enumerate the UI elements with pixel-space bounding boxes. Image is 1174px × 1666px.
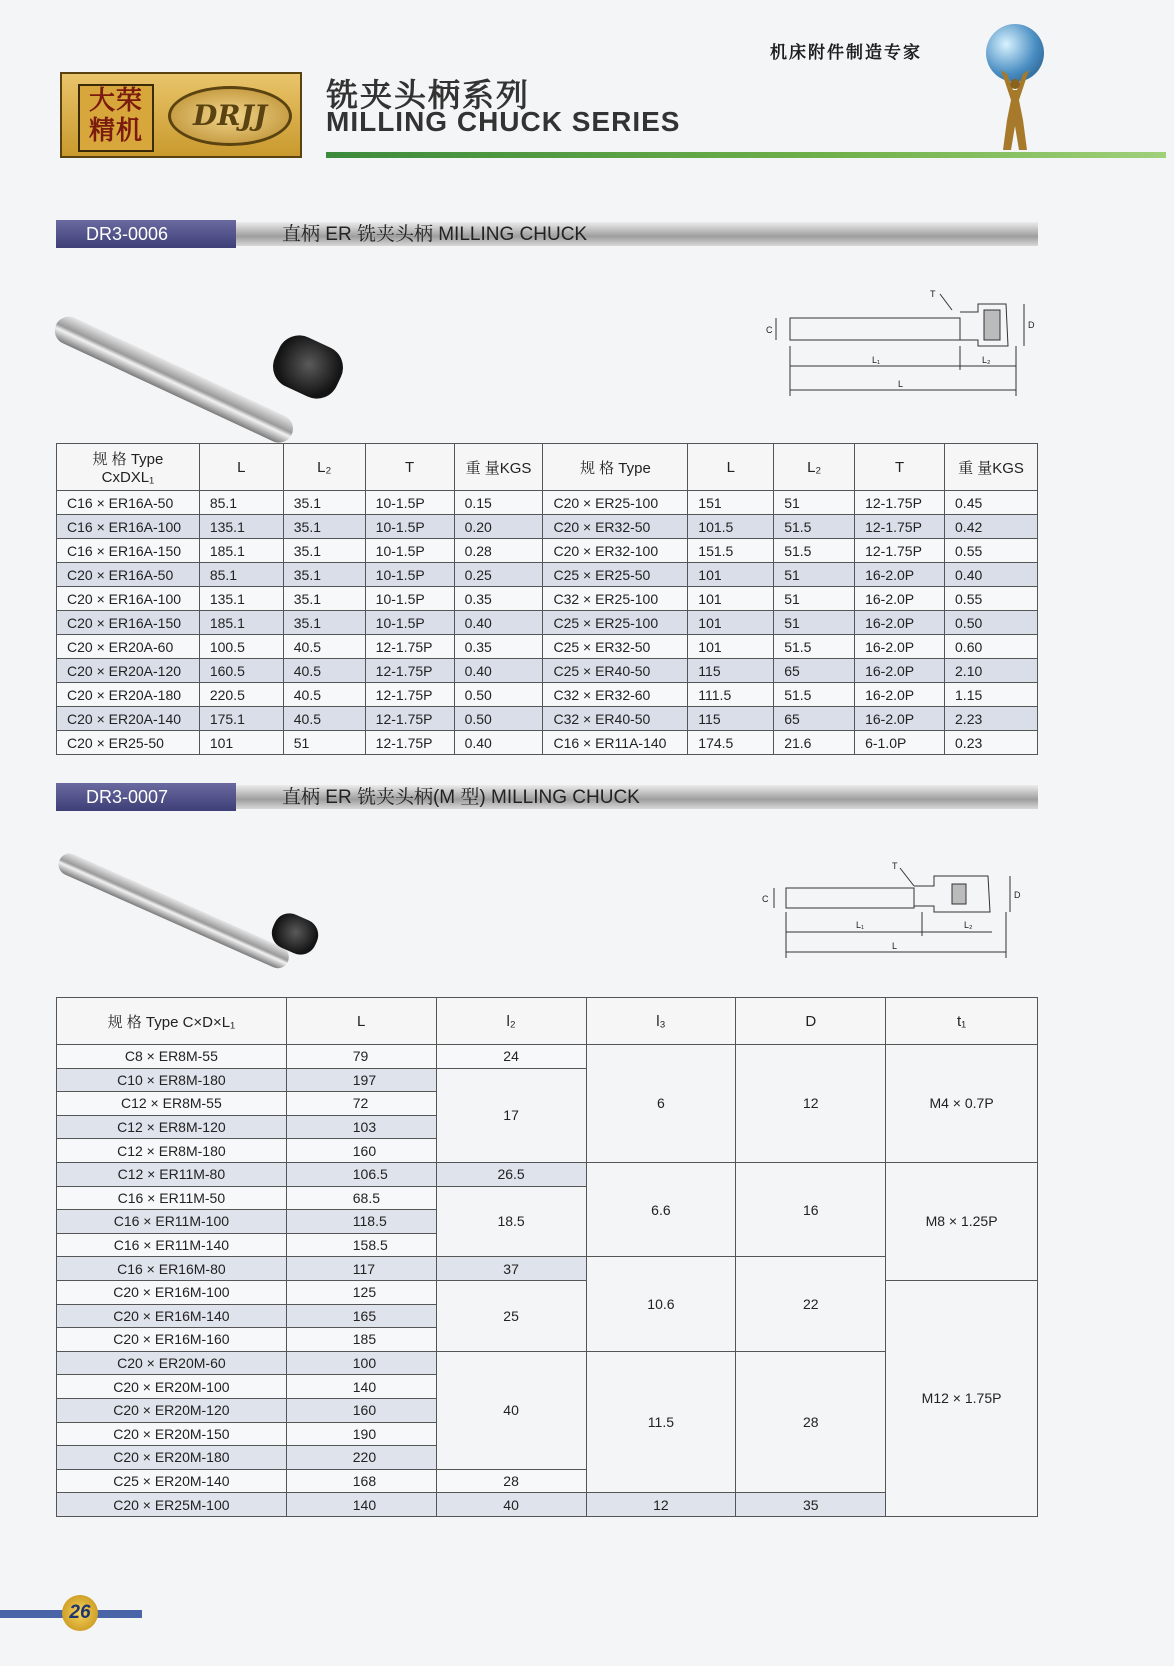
table-cell: C20 × ER32-100 bbox=[543, 539, 688, 563]
type-cell: C20 × ER20M-180 bbox=[57, 1446, 287, 1470]
table-cell: 35.1 bbox=[283, 587, 365, 611]
table-cell: C32 × ER40-50 bbox=[543, 707, 688, 731]
l-cell: 117 bbox=[286, 1257, 436, 1281]
table-cell: 0.40 bbox=[454, 659, 543, 683]
table-cell: C16 × ER16A-150 bbox=[57, 539, 200, 563]
table-row bbox=[57, 539, 1038, 563]
l2-cell: 40 bbox=[436, 1351, 586, 1469]
table-cell: 0.60 bbox=[945, 635, 1038, 659]
l-cell: 197 bbox=[286, 1068, 436, 1092]
D-cell: 12 bbox=[736, 1045, 886, 1163]
l-cell: 79 bbox=[286, 1045, 436, 1069]
table-cell: 135.1 bbox=[199, 587, 283, 611]
table-cell: 51 bbox=[774, 587, 855, 611]
table-cell: C20 × ER25-100 bbox=[543, 491, 688, 515]
section-code: DR3-0007 bbox=[56, 783, 236, 811]
table-cell: 16-2.0P bbox=[855, 683, 945, 707]
technical-drawing-1 bbox=[756, 290, 1046, 410]
type-cell: C20 × ER20M-120 bbox=[57, 1398, 287, 1422]
table-cell: 51 bbox=[774, 491, 855, 515]
diagram-label-t: T bbox=[930, 290, 936, 299]
column-header: t₁ bbox=[886, 998, 1038, 1045]
table-cell: 12-1.75P bbox=[855, 539, 945, 563]
diagram-label-c: C bbox=[766, 325, 773, 335]
table-cell: C16 × ER16A-100 bbox=[57, 515, 200, 539]
table-cell: 40.5 bbox=[283, 683, 365, 707]
table-cell: 51.5 bbox=[774, 515, 855, 539]
table-cell: C25 × ER40-50 bbox=[543, 659, 688, 683]
table-row bbox=[57, 611, 1038, 635]
diagram-label-d: D bbox=[1028, 320, 1035, 330]
table-cell: 35.1 bbox=[283, 539, 365, 563]
spec-table-dr3-0006 bbox=[56, 443, 1038, 755]
page-number: 26 bbox=[62, 1595, 98, 1631]
table-cell: 51 bbox=[774, 611, 855, 635]
table-cell: 21.6 bbox=[774, 731, 855, 755]
type-cell: C16 × ER11M-140 bbox=[57, 1233, 287, 1257]
table-cell: 101 bbox=[688, 587, 774, 611]
table-cell: 10-1.5P bbox=[365, 587, 454, 611]
table-cell: 16-2.0P bbox=[855, 659, 945, 683]
table-cell: 174.5 bbox=[688, 731, 774, 755]
l3-cell: 6.6 bbox=[586, 1162, 736, 1256]
table-cell: 51.5 bbox=[774, 635, 855, 659]
type-cell: C12 × ER8M-180 bbox=[57, 1139, 287, 1163]
column-header: L bbox=[688, 444, 774, 491]
l-cell: 160 bbox=[286, 1139, 436, 1163]
type-cell: C20 × ER25M-100 bbox=[57, 1493, 287, 1517]
table-cell: C20 × ER25-50 bbox=[57, 731, 200, 755]
diagram-label-c: C bbox=[762, 894, 769, 904]
t1-cell: M4 × 0.7P bbox=[886, 1045, 1038, 1163]
table-cell: 12-1.75P bbox=[365, 707, 454, 731]
table-row bbox=[57, 707, 1038, 731]
table-cell: 65 bbox=[774, 707, 855, 731]
table-cell: 35.1 bbox=[283, 611, 365, 635]
l2-cell: 37 bbox=[436, 1257, 586, 1281]
table-cell: 65 bbox=[774, 659, 855, 683]
l3-cell: 12 bbox=[586, 1493, 736, 1517]
table-cell: 0.40 bbox=[454, 731, 543, 755]
type-cell: C20 × ER16M-100 bbox=[57, 1280, 287, 1304]
table-cell: 135.1 bbox=[199, 515, 283, 539]
table-row bbox=[57, 491, 1038, 515]
table-cell: 16-2.0P bbox=[855, 635, 945, 659]
table-row bbox=[57, 1045, 1038, 1069]
table-cell: C25 × ER32-50 bbox=[543, 635, 688, 659]
atlas-figure-icon bbox=[993, 70, 1037, 150]
l-cell: 125 bbox=[286, 1280, 436, 1304]
table-cell: 0.20 bbox=[454, 515, 543, 539]
diagram-label-l1: L₁ bbox=[856, 920, 865, 930]
l2-cell: 40 bbox=[436, 1493, 586, 1517]
l-cell: 72 bbox=[286, 1092, 436, 1116]
diagram-label-l2: L₂ bbox=[964, 920, 973, 930]
header-divider bbox=[326, 152, 1166, 158]
table-cell: 40.5 bbox=[283, 707, 365, 731]
table-cell: C20 × ER20A-60 bbox=[57, 635, 200, 659]
table-cell: 101 bbox=[688, 563, 774, 587]
table-cell: 0.35 bbox=[454, 635, 543, 659]
l-cell: 103 bbox=[286, 1115, 436, 1139]
table-cell: 0.23 bbox=[945, 731, 1038, 755]
column-header: 规 格 Type CxDXL₁ bbox=[57, 444, 200, 491]
l-cell: 160 bbox=[286, 1398, 436, 1422]
table-cell: 12-1.75P bbox=[365, 683, 454, 707]
table-row bbox=[57, 683, 1038, 707]
l-cell: 68.5 bbox=[286, 1186, 436, 1210]
table-cell: 10-1.5P bbox=[365, 491, 454, 515]
table-cell: 6-1.0P bbox=[855, 731, 945, 755]
type-cell: C12 × ER8M-55 bbox=[57, 1092, 287, 1116]
table-cell: 0.55 bbox=[945, 539, 1038, 563]
table-cell: 85.1 bbox=[199, 491, 283, 515]
D-cell: 22 bbox=[736, 1257, 886, 1351]
l-cell: 106.5 bbox=[286, 1162, 436, 1186]
table-cell: 185.1 bbox=[199, 611, 283, 635]
table-cell: 115 bbox=[688, 659, 774, 683]
table-cell: C25 × ER25-50 bbox=[543, 563, 688, 587]
table-cell: 101 bbox=[688, 611, 774, 635]
l-cell: 190 bbox=[286, 1422, 436, 1446]
diagram-label-l: L bbox=[892, 941, 898, 951]
table-row bbox=[57, 587, 1038, 611]
table-cell: 12-1.75P bbox=[365, 659, 454, 683]
table-cell: 220.5 bbox=[199, 683, 283, 707]
table-cell: 16-2.0P bbox=[855, 707, 945, 731]
l-cell: 140 bbox=[286, 1375, 436, 1399]
table-cell: 115 bbox=[688, 707, 774, 731]
table-cell: C20 × ER20A-140 bbox=[57, 707, 200, 731]
type-cell: C16 × ER11M-100 bbox=[57, 1210, 287, 1234]
table-cell: 40.5 bbox=[283, 635, 365, 659]
table-cell: 12-1.75P bbox=[855, 515, 945, 539]
table-row bbox=[57, 1280, 1038, 1304]
type-cell: C8 × ER8M-55 bbox=[57, 1045, 287, 1069]
table-cell: 175.1 bbox=[199, 707, 283, 731]
column-header: T bbox=[365, 444, 454, 491]
table-cell: 12-1.75P bbox=[365, 731, 454, 755]
table-cell: C32 × ER25-100 bbox=[543, 587, 688, 611]
table-row bbox=[57, 563, 1038, 587]
table-cell: 0.15 bbox=[454, 491, 543, 515]
table-cell: 101 bbox=[199, 731, 283, 755]
diagram-label-t: T bbox=[892, 861, 898, 871]
table-cell: 10-1.5P bbox=[365, 563, 454, 587]
table-cell: 160.5 bbox=[199, 659, 283, 683]
l-cell: 168 bbox=[286, 1469, 436, 1493]
section-title: 直柄 ER 铣夹头柄(M 型) MILLING CHUCK bbox=[282, 787, 640, 808]
table-cell: 151.5 bbox=[688, 539, 774, 563]
milling-chuck-photo-2 bbox=[62, 840, 332, 960]
technical-drawing-2 bbox=[752, 860, 1042, 970]
table-cell: 35.1 bbox=[283, 515, 365, 539]
page-title-chinese: 铣夹头柄系列 bbox=[326, 76, 531, 114]
table-cell: 0.50 bbox=[945, 611, 1038, 635]
l-cell: 165 bbox=[286, 1304, 436, 1328]
table-cell: 51.5 bbox=[774, 683, 855, 707]
table-cell: 51 bbox=[283, 731, 365, 755]
table-cell: 16-2.0P bbox=[855, 563, 945, 587]
type-cell: C25 × ER20M-140 bbox=[57, 1469, 287, 1493]
l2-cell: 24 bbox=[436, 1045, 586, 1069]
type-cell: C20 × ER20M-60 bbox=[57, 1351, 287, 1375]
column-header: 规 格 Type bbox=[543, 444, 688, 491]
l-cell: 100 bbox=[286, 1351, 436, 1375]
table-cell: C32 × ER32-60 bbox=[543, 683, 688, 707]
diagram-label-l2: L₂ bbox=[982, 355, 991, 365]
table-cell: C16 × ER16A-50 bbox=[57, 491, 200, 515]
t1-cell: M12 × 1.75P bbox=[886, 1280, 1038, 1516]
table-cell: 0.25 bbox=[454, 563, 543, 587]
table-cell: 2.23 bbox=[945, 707, 1038, 731]
table-cell: 10-1.5P bbox=[365, 539, 454, 563]
column-header: 重 量KGS bbox=[454, 444, 543, 491]
table-cell: 10-1.5P bbox=[365, 611, 454, 635]
table-cell: 2.10 bbox=[945, 659, 1038, 683]
table-cell: 12-1.75P bbox=[365, 635, 454, 659]
table-cell: 51 bbox=[774, 563, 855, 587]
table-cell: 16-2.0P bbox=[855, 587, 945, 611]
l2-cell: 26.5 bbox=[436, 1162, 586, 1186]
table-cell: 0.35 bbox=[454, 587, 543, 611]
l3-cell: 11.5 bbox=[586, 1351, 736, 1493]
table-cell: 12-1.75P bbox=[855, 491, 945, 515]
column-header: L₂ bbox=[283, 444, 365, 491]
table-cell: 40.5 bbox=[283, 659, 365, 683]
l2-cell: 18.5 bbox=[436, 1186, 586, 1257]
table-cell: 151 bbox=[688, 491, 774, 515]
table-header-row bbox=[57, 998, 1038, 1045]
table-row bbox=[57, 635, 1038, 659]
spec-table-dr3-0007 bbox=[56, 997, 1038, 1517]
section-title: 直柄 ER 铣夹头柄 MILLING CHUCK bbox=[282, 224, 588, 245]
page-title-english: MILLING CHUCK SERIES bbox=[326, 106, 681, 137]
table-cell: 16-2.0P bbox=[855, 611, 945, 635]
column-header: T bbox=[855, 444, 945, 491]
table-cell: C20 × ER16A-50 bbox=[57, 563, 200, 587]
table-cell: 185.1 bbox=[199, 539, 283, 563]
diagram-label-l: L bbox=[898, 379, 904, 389]
table-cell: 35.1 bbox=[283, 563, 365, 587]
l-cell: 185 bbox=[286, 1328, 436, 1352]
table-cell: C25 × ER25-100 bbox=[543, 611, 688, 635]
l-cell: 140 bbox=[286, 1493, 436, 1517]
table-row bbox=[57, 659, 1038, 683]
l2-cell: 25 bbox=[436, 1280, 586, 1351]
table-cell: 10-1.5P bbox=[365, 515, 454, 539]
logo-chinese-name: 大荣精机 bbox=[78, 84, 154, 152]
table-cell: C20 × ER20A-120 bbox=[57, 659, 200, 683]
type-cell: C20 × ER16M-140 bbox=[57, 1304, 287, 1328]
slogan: 机床附件制造专家 bbox=[770, 43, 922, 63]
D-cell: 16 bbox=[736, 1162, 886, 1256]
l3-cell: 6 bbox=[586, 1045, 736, 1163]
table-cell: 101.5 bbox=[688, 515, 774, 539]
table-cell: 0.50 bbox=[454, 707, 543, 731]
D-cell: 28 bbox=[736, 1351, 886, 1493]
table-cell: 100.5 bbox=[199, 635, 283, 659]
column-header: L₂ bbox=[774, 444, 855, 491]
type-cell: C20 × ER20M-150 bbox=[57, 1422, 287, 1446]
table-cell: C16 × ER11A-140 bbox=[543, 731, 688, 755]
table-cell: 85.1 bbox=[199, 563, 283, 587]
diagram-label-d: D bbox=[1014, 890, 1021, 900]
table-row bbox=[57, 515, 1038, 539]
diagram-label-l1: L₁ bbox=[872, 355, 881, 365]
table-cell: 0.50 bbox=[454, 683, 543, 707]
l2-cell: 17 bbox=[436, 1068, 586, 1162]
table-cell: C20 × ER16A-100 bbox=[57, 587, 200, 611]
l2-cell: 28 bbox=[436, 1469, 586, 1493]
column-header: L bbox=[286, 998, 436, 1045]
t1-cell: M8 × 1.25P bbox=[886, 1162, 1038, 1280]
type-cell: C12 × ER11M-80 bbox=[57, 1162, 287, 1186]
table-header-row bbox=[57, 444, 1038, 491]
table-cell: 111.5 bbox=[688, 683, 774, 707]
table-cell: C20 × ER32-50 bbox=[543, 515, 688, 539]
section-header-dr3-0006 bbox=[56, 220, 1038, 248]
table-row bbox=[57, 731, 1038, 755]
table-cell: 1.15 bbox=[945, 683, 1038, 707]
l3-cell: 10.6 bbox=[586, 1257, 736, 1351]
table-cell: 35.1 bbox=[283, 491, 365, 515]
l-cell: 158.5 bbox=[286, 1233, 436, 1257]
type-cell: C10 × ER8M-180 bbox=[57, 1068, 287, 1092]
l-cell: 220 bbox=[286, 1446, 436, 1470]
D-cell: 35 bbox=[736, 1493, 886, 1517]
column-header: 重 量KGS bbox=[945, 444, 1038, 491]
column-header: D bbox=[736, 998, 886, 1045]
table-cell: 101 bbox=[688, 635, 774, 659]
table-cell: 51.5 bbox=[774, 539, 855, 563]
logo-brand-mark: DRJJ bbox=[168, 86, 292, 146]
table-cell: 0.40 bbox=[945, 563, 1038, 587]
company-logo bbox=[60, 72, 302, 158]
table-cell: 0.40 bbox=[454, 611, 543, 635]
type-cell: C12 × ER8M-120 bbox=[57, 1115, 287, 1139]
type-cell: C16 × ER11M-50 bbox=[57, 1186, 287, 1210]
table-cell: 0.55 bbox=[945, 587, 1038, 611]
section-header-dr3-0007 bbox=[56, 783, 1038, 811]
table-cell: 0.28 bbox=[454, 539, 543, 563]
milling-chuck-photo-1 bbox=[62, 268, 362, 398]
column-header: 规 格 Type C×D×L₁ bbox=[57, 998, 287, 1045]
column-header: l₂ bbox=[436, 998, 586, 1045]
section-code: DR3-0006 bbox=[56, 220, 236, 248]
type-cell: C20 × ER20M-100 bbox=[57, 1375, 287, 1399]
type-cell: C16 × ER16M-80 bbox=[57, 1257, 287, 1281]
table-cell: C20 × ER16A-150 bbox=[57, 611, 200, 635]
table-cell: C20 × ER20A-180 bbox=[57, 683, 200, 707]
table-cell: 0.42 bbox=[945, 515, 1038, 539]
column-header: L bbox=[199, 444, 283, 491]
table-cell: 0.45 bbox=[945, 491, 1038, 515]
type-cell: C20 × ER16M-160 bbox=[57, 1328, 287, 1352]
table-row bbox=[57, 1162, 1038, 1186]
column-header: l₃ bbox=[586, 998, 736, 1045]
l-cell: 118.5 bbox=[286, 1210, 436, 1234]
